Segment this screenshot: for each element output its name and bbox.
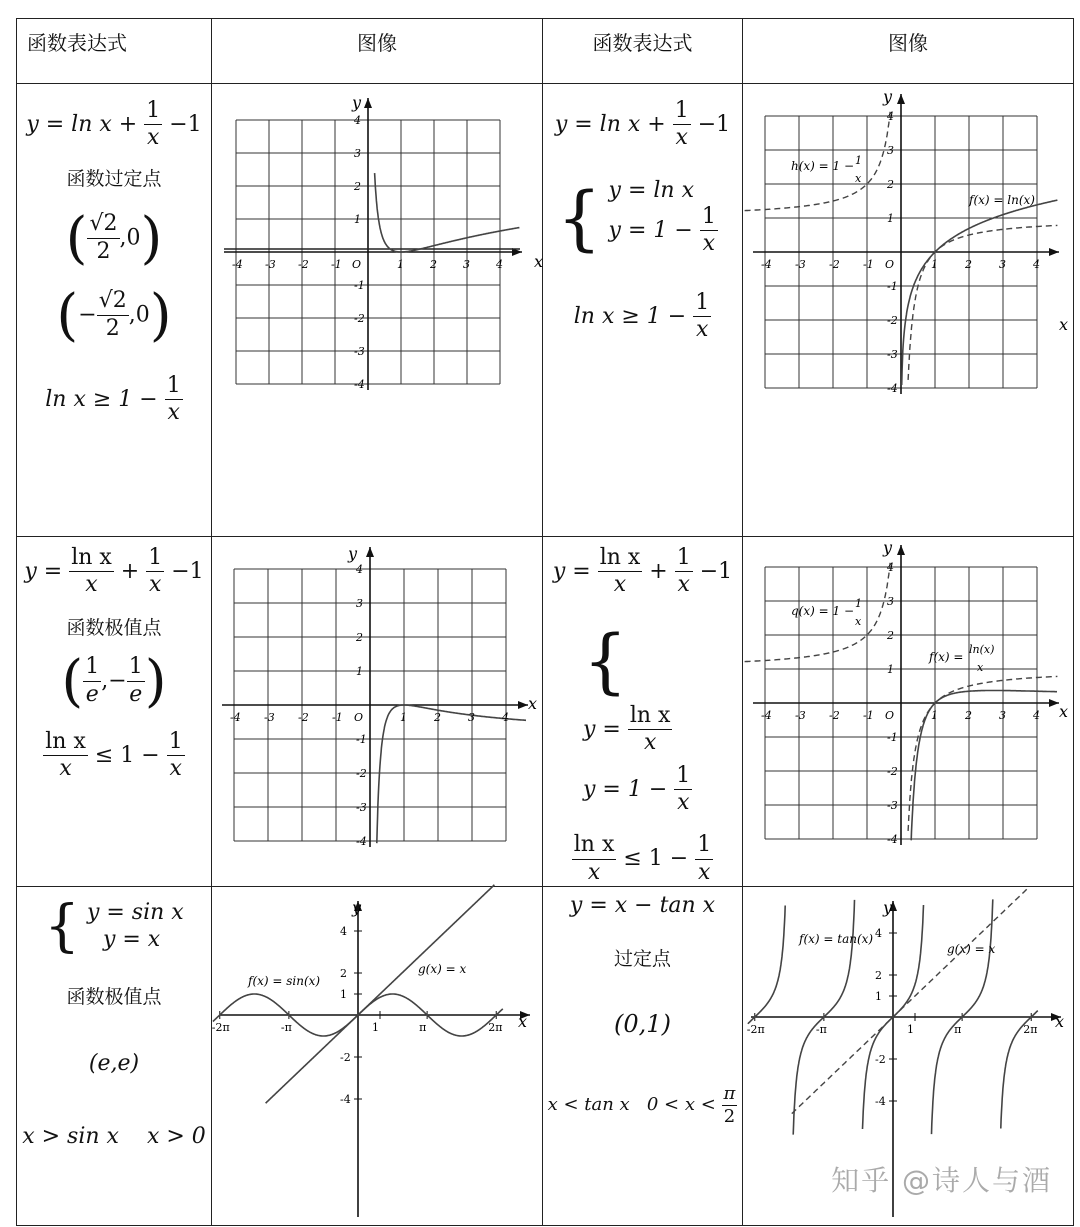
tick-label: 1 xyxy=(397,258,404,271)
tick-label: 2π xyxy=(488,1021,503,1035)
tick-label: 2π xyxy=(1023,1023,1038,1037)
formula: y = $\frac{\text{ln x}}{x}$ + $\frac{1}{x}$ −1 xyxy=(552,545,733,598)
tick-label: -2 xyxy=(340,1051,351,1065)
tick-label: 1 xyxy=(372,1021,379,1035)
caption: 函数极值点 xyxy=(66,986,162,1009)
y-axis-label: y xyxy=(883,898,893,918)
graph-ln-plus-reciprocal xyxy=(212,84,542,536)
tick-label: O xyxy=(885,258,895,271)
header-expression-1: 函数表达式 xyxy=(17,19,212,84)
tick-label: 4 xyxy=(354,114,361,127)
x-arrow xyxy=(1049,699,1059,707)
tick-label: 1 xyxy=(887,212,894,225)
tick-label: π xyxy=(419,1021,427,1035)
row3-left-expression xyxy=(17,887,212,1226)
tick-label: -1 xyxy=(356,733,367,746)
tick-label: 1 xyxy=(340,988,347,1002)
tick-label: 1 xyxy=(887,663,894,676)
graph-ln-vs-one-minus-reciprocal xyxy=(743,84,1073,536)
label-q-num: 1 xyxy=(855,597,862,610)
label-h: h(x) = 1 − xyxy=(791,159,855,173)
tick-label: -4 xyxy=(761,258,772,271)
tick-label: 1 xyxy=(356,665,363,678)
row1-left-expression xyxy=(17,84,212,537)
x-axis-label: x xyxy=(1059,702,1069,721)
label-f: f(x) = ln(x) xyxy=(969,193,1035,207)
inequality: $\frac{\text{ln x}}{x}$ ≤ 1 − $\frac{1}{x}$ xyxy=(573,832,712,885)
x-axis-label: x xyxy=(518,1012,528,1032)
tick-label: 1 xyxy=(931,258,938,271)
tick-label: 3 xyxy=(999,258,1006,271)
row3-graph-1 xyxy=(212,887,543,1226)
tick-label: 1 xyxy=(354,213,361,226)
tick-label: 4 xyxy=(887,561,894,574)
label-f-den: x xyxy=(977,661,984,674)
curve-ln xyxy=(902,200,1058,385)
tick-label: 4 xyxy=(875,927,882,941)
tick-label: -4 xyxy=(232,258,243,271)
graph-lnx-over-x-vs-q xyxy=(743,537,1073,883)
tick-label: -2π xyxy=(746,1023,765,1037)
tick-label: -1 xyxy=(863,258,874,271)
label-g: g(x) = x xyxy=(947,942,996,957)
tick-label: -4 xyxy=(875,1095,886,1109)
grid xyxy=(224,98,522,390)
x-axis-label: x xyxy=(1059,315,1069,334)
tick-label: -2 xyxy=(829,709,840,722)
row2-graph-1 xyxy=(212,537,543,887)
tick-label: -4 xyxy=(354,378,365,391)
tick-label: 3 xyxy=(999,709,1006,722)
tick-label: -3 xyxy=(795,258,806,271)
label-q: q(x) = 1 − xyxy=(791,604,854,618)
label-f: f(x) = xyxy=(929,650,964,664)
tick-label: 2 xyxy=(965,258,972,271)
system: { y = ln x y = 1 − $\frac{1}{x}$ xyxy=(557,176,716,259)
tick-label: -4 xyxy=(887,833,898,846)
y-axis-label: y xyxy=(348,544,358,563)
y-axis-label: y xyxy=(352,93,362,112)
system: { y = sin x y = x xyxy=(44,894,184,960)
tick-label: 4 xyxy=(356,563,363,576)
inequalities: x > sin x x > 0 xyxy=(22,1123,206,1149)
y-axis-label: y xyxy=(352,898,362,918)
tick-label: 3 xyxy=(354,147,361,160)
row3-right-expression xyxy=(543,887,743,1226)
tick-label: -2 xyxy=(298,258,309,271)
tick-label: -3 xyxy=(887,348,898,361)
x-arrow xyxy=(1049,248,1059,256)
graph-lnx-over-x xyxy=(212,537,542,883)
tick-label: π xyxy=(954,1023,962,1037)
tick-label: 2 xyxy=(354,180,361,193)
formula: y = $\frac{\text{ln x}}{x}$ + $\frac{1}{x}$ −1 xyxy=(24,545,204,598)
point-1: ( $\frac{√2}{2}$ ,0) xyxy=(65,205,163,271)
caption: 函数极值点 xyxy=(66,616,162,639)
y-axis-label: y xyxy=(883,87,893,106)
point: (0,1) xyxy=(614,1010,671,1039)
tick-label: -π xyxy=(815,1023,827,1037)
formula: y = x − tan x xyxy=(569,893,716,919)
row2-left-expression xyxy=(17,537,212,887)
label-h-den: x xyxy=(855,172,862,185)
tick-label: -2 xyxy=(298,711,309,724)
header-image-1: 图像 xyxy=(212,19,543,84)
curve xyxy=(377,705,526,843)
tick-label: -2 xyxy=(887,765,898,778)
table-row xyxy=(17,537,1074,887)
label-h-num: 1 xyxy=(855,154,862,167)
x-axis-label: x xyxy=(1055,1012,1065,1032)
tick-label: -2 xyxy=(887,314,898,327)
tick-label: -2 xyxy=(356,767,367,780)
y-arrow xyxy=(364,98,372,108)
tick-label: 1 xyxy=(931,709,938,722)
extremum-point: ( $\frac{1}{e}$ ,− $\frac{1}{e}$ ) xyxy=(61,648,167,714)
curve xyxy=(375,173,520,252)
tick-label: -4 xyxy=(230,711,241,724)
formula: y = ln x + $\frac{1}{x}$ −1 xyxy=(554,98,731,151)
tick-label: 2 xyxy=(430,258,437,271)
tick-label: -3 xyxy=(264,711,275,724)
header-row xyxy=(17,19,1074,84)
label-f-num: ln(x) xyxy=(969,643,995,656)
tick-label: O xyxy=(885,709,895,722)
tick-label: 3 xyxy=(463,258,470,271)
caption: 过定点 xyxy=(613,947,671,970)
tick-label: O xyxy=(354,711,364,724)
grid xyxy=(222,547,528,847)
tick-label: -2 xyxy=(875,1053,886,1067)
tick-label: -4 xyxy=(340,1093,351,1107)
tick-label: -1 xyxy=(331,258,342,271)
tick-label: -1 xyxy=(354,279,365,292)
graph-sin-vs-x xyxy=(212,887,542,1225)
tick-label: -1 xyxy=(863,709,874,722)
tick-label: 2 xyxy=(340,967,347,981)
formula: y = ln x + $\frac{1}{x}$ −1 xyxy=(26,98,202,151)
y-arrow xyxy=(897,545,905,555)
x-axis-label: x xyxy=(534,252,544,271)
tick-label: 3 xyxy=(468,711,475,724)
tick-label: 1 xyxy=(907,1023,914,1037)
tick-label: 4 xyxy=(887,110,894,123)
tick-label: -1 xyxy=(887,280,898,293)
tick-label: 4 xyxy=(1033,258,1040,271)
point: (e,e) xyxy=(88,1051,140,1077)
tick-label: -4 xyxy=(356,835,367,848)
inequality: ln x ≥ 1 − $\frac{1}{x}$ xyxy=(45,372,181,426)
row1-right-expression xyxy=(543,84,743,537)
tick-label: -3 xyxy=(354,345,365,358)
grid xyxy=(753,94,1059,394)
tick-label: -1 xyxy=(332,711,343,724)
line-g xyxy=(266,885,495,1103)
tick-label: 4 xyxy=(496,258,503,271)
row2-right-expression xyxy=(543,537,743,887)
system: { y = $\frac{\text{ln x}}{x}$ y = 1 − $\frac{1}{x}$ xyxy=(583,619,691,815)
inequality: $\frac{\text{ln x}}{x}$ ≤ 1 − $\frac{1}{x}$ xyxy=(45,728,183,782)
tick-label: -3 xyxy=(795,709,806,722)
label-g: g(x) = x xyxy=(418,962,467,977)
tick-label: 4 xyxy=(1033,709,1040,722)
row2-graph-2 xyxy=(743,537,1074,887)
tick-label: -4 xyxy=(761,709,772,722)
tick-label: 1 xyxy=(400,711,407,724)
y-axis-label: y xyxy=(883,538,893,557)
y-arrow xyxy=(897,94,905,104)
x-axis-label: x xyxy=(528,694,538,713)
tick-label: -4 xyxy=(887,382,898,395)
tick-label: 4 xyxy=(340,925,347,939)
y-arrow xyxy=(366,547,374,557)
tick-label: 4 xyxy=(502,711,509,724)
tick-label: -1 xyxy=(887,731,898,744)
table-row xyxy=(17,84,1074,537)
tick-label: -2 xyxy=(829,258,840,271)
tick-label: 3 xyxy=(887,144,894,157)
tick-label: O xyxy=(352,258,362,271)
tick-label: -3 xyxy=(265,258,276,271)
inequalities: x < tan x 0 < x < $\frac{\pi}{2}$ xyxy=(547,1083,736,1127)
row1-graph-1 xyxy=(212,84,543,537)
point-2: (− $\frac{√2}{2}$ ,0) xyxy=(56,282,172,348)
header-image-2: 图像 xyxy=(743,19,1074,84)
watermark: 知乎 @诗人与酒 xyxy=(831,1164,1052,1197)
inequality: ln x ≥ 1 − $\frac{1}{x}$ xyxy=(573,289,710,343)
tick-label: 2 xyxy=(965,709,972,722)
tick-label: 3 xyxy=(356,597,363,610)
tick-label: 2 xyxy=(434,711,441,724)
tick-label: 2 xyxy=(875,969,882,983)
x-arrow xyxy=(518,701,528,709)
label-f: f(x) = sin(x) xyxy=(248,974,321,989)
tick-label: 2 xyxy=(887,629,894,642)
tick-label: -π xyxy=(280,1021,292,1035)
grid xyxy=(753,545,1059,845)
tick-label: 2 xyxy=(887,178,894,191)
axes xyxy=(220,901,530,1217)
tick-label: -2π xyxy=(211,1021,230,1035)
function-table xyxy=(16,18,1074,1226)
tick-label: -3 xyxy=(887,799,898,812)
header-expression-2: 函数表达式 xyxy=(543,19,743,84)
caption: 函数过定点 xyxy=(66,167,162,190)
tick-label: 2 xyxy=(356,631,363,644)
row1-graph-2 xyxy=(743,84,1074,537)
label-f: f(x) = tan(x) xyxy=(799,932,874,947)
tick-label: -2 xyxy=(354,312,365,325)
tick-label: -3 xyxy=(356,801,367,814)
label-q-den: x xyxy=(855,615,862,628)
tick-label: 3 xyxy=(887,595,894,608)
tick-label: 1 xyxy=(875,990,882,1004)
